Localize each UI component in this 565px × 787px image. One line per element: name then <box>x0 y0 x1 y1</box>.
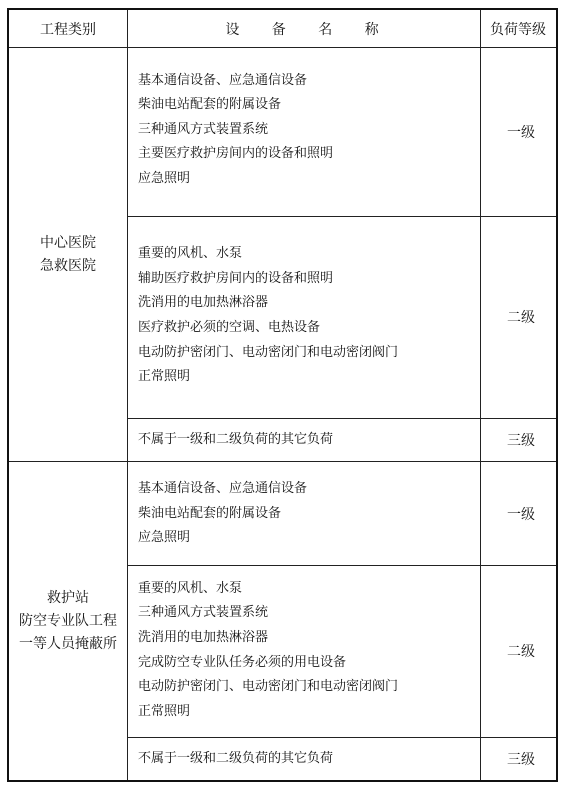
equipment-item: 应急照明 <box>138 530 191 546</box>
equipment-item: 应急照明 <box>138 170 191 186</box>
load-level-cell: 一级 <box>507 506 535 523</box>
equipment-item: 洗消用的电加热淋浴器 <box>138 295 269 311</box>
equipment-item: 医疗救护必须的空调、电热设备 <box>138 320 321 335</box>
equipment-item: 主要医疗救护房间内的设备和照明 <box>138 146 334 162</box>
equipment-item: 重要的风机、水泵 <box>138 580 243 596</box>
equipment-item: 洗消用的电加热淋浴器 <box>138 629 269 645</box>
equipment-cell <box>138 738 478 780</box>
header-category: 工程类别 <box>40 21 96 38</box>
equipment-cell <box>138 65 478 195</box>
load-level-cell: 三级 <box>507 433 535 449</box>
header-load-level: 负荷等级 <box>490 21 546 38</box>
equipment-item: 正常照明 <box>138 703 191 719</box>
equipment-cell <box>138 419 478 461</box>
load-level-cell: 三级 <box>507 752 535 768</box>
column-divider <box>127 10 128 780</box>
equipment-item: 重要的风机、水泵 <box>138 246 243 262</box>
category-cell <box>9 48 127 461</box>
category-line: 中心医院 <box>40 234 96 251</box>
load-level-cell: 二级 <box>507 310 535 326</box>
category-line: 急救医院 <box>40 257 96 274</box>
load-level-cell: 一级 <box>507 125 535 141</box>
equipment-cell <box>138 474 478 554</box>
equipment-item: 辅助医疗救护房间内的设备和照明 <box>138 270 334 286</box>
load-level-table <box>7 8 558 782</box>
equipment-item: 三种通风方式装置系统 <box>138 605 269 621</box>
category-cell <box>9 462 127 780</box>
equipment-item: 三种通风方式装置系统 <box>138 121 269 137</box>
category-line: 防空专业队工程 <box>19 612 117 629</box>
equipment-item: 电动防护密闭门、电动密闭门和电动密闭阀门 <box>138 344 399 360</box>
equipment-item: 不属于一级和二级负荷的其它负荷 <box>138 431 334 447</box>
equipment-cell <box>138 573 478 728</box>
equipment-item: 柴油电站配套的附属设备 <box>138 97 282 113</box>
equipment-item: 完成防空专业队任务必须的用电设备 <box>138 654 347 670</box>
equipment-item: 不属于一级和二级负荷的其它负荷 <box>138 750 334 766</box>
equipment-item: 基本通信设备、应急通信设备 <box>138 72 308 88</box>
category-line: 一等人员掩蔽所 <box>19 635 117 652</box>
equipment-item: 基本通信设备、应急通信设备 <box>138 481 308 497</box>
column-divider <box>480 10 481 780</box>
equipment-item: 柴油电站配套的附属设备 <box>138 505 282 521</box>
load-level-cell: 二级 <box>507 644 535 660</box>
category-line: 救护站 <box>47 589 89 606</box>
equipment-item: 电动防护密闭门、电动密闭门和电动密闭阀门 <box>138 679 399 695</box>
equipment-item: 正常照明 <box>138 369 191 385</box>
header-equipment-name: 设 备 名 称 <box>225 21 382 38</box>
equipment-cell <box>138 240 478 392</box>
